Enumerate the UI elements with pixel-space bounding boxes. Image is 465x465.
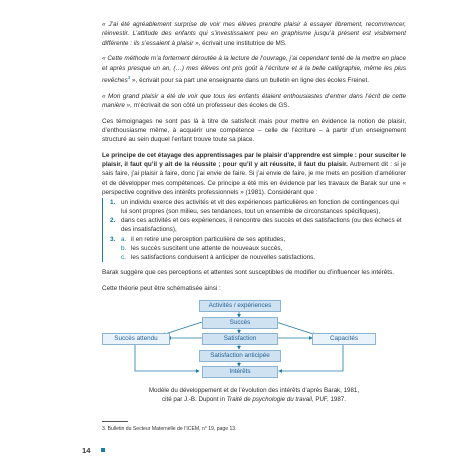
quote-attribution: écrivait une institutrice de MS. bbox=[200, 39, 287, 47]
caption-line-2 bbox=[102, 396, 406, 405]
box-anticipated-satisfaction: Satisfaction anticipée bbox=[199, 350, 281, 362]
quote-text: « J’ai été agréablement surprise de voir mes élèves prendre plaisir à essayer librement, recommencer, réinvestir. L’attitude des enfants qui s’investissaient peu en graphisme jusqu’à présent est visiblement différente : ils s’essaient à plaisir », bbox=[102, 21, 406, 47]
quote-text: « Mon grand plaisir a été de voir que tous les enfants étaient enthousiastes d’entrer dans l’écrit de cette manière », bbox=[102, 92, 406, 109]
box-success: Succès bbox=[202, 317, 278, 329]
page-body bbox=[102, 20, 406, 405]
quote-gs-teacher bbox=[102, 92, 406, 111]
sub-list-text: il en retire une perception particulière de ses aptitudes, bbox=[131, 235, 286, 243]
box-satisfaction: Satisfaction bbox=[202, 333, 278, 345]
arrow-capacities-to-interests bbox=[279, 343, 343, 371]
sub-list-text: les succès suscitent une attente de nouveaux succès, bbox=[131, 244, 283, 252]
quote-ms-teacher bbox=[102, 20, 406, 48]
sub-list-marker: a. bbox=[121, 235, 127, 243]
interest-model-diagram bbox=[102, 297, 406, 379]
list-item bbox=[110, 198, 406, 217]
arrow-expected-success-to-interests bbox=[135, 343, 199, 371]
footnote-divider bbox=[102, 421, 128, 422]
list-text: un individu exerce des activités et vit des expériences particulières en fonction de contingences qui lui sont propres (son milieu, ses tendances, tout un ensemble de circonstances spécifiques), bbox=[121, 198, 399, 215]
quote-attribution: », écrivait pour sa part une enseignante dans un bulletin en ligne des écoles Freinet. bbox=[130, 76, 370, 84]
figure-caption bbox=[102, 387, 406, 405]
sub-list-marker: b. bbox=[121, 244, 127, 252]
list-item bbox=[110, 235, 406, 263]
paragraph-schema-intro: Cette théorie peut être schématisée ainsi : bbox=[102, 285, 221, 293]
list-number: 2. bbox=[110, 217, 116, 225]
sub-list-item bbox=[121, 235, 406, 244]
sub-list-text: les satisfactions conduisent à anticiper de nouvelles satisfactions. bbox=[131, 254, 316, 262]
list-number: 3. bbox=[110, 235, 116, 243]
sub-list-marker: c. bbox=[121, 254, 126, 262]
paragraph-principle bbox=[102, 151, 406, 197]
list-text: dans ces activités et ces expériences, il rencontre des succès et des satisfactions (ou des échecs et des insatisfactions), bbox=[121, 217, 402, 234]
list-item bbox=[110, 216, 406, 235]
caption-book-title: Traité de psychologie du travail bbox=[226, 396, 312, 404]
quote-freinet-teacher bbox=[102, 54, 406, 85]
quote-attribution: m’écrivait de son côté un professeur des écoles de GS. bbox=[131, 101, 290, 109]
footnote-reference[interactable]: 3 bbox=[127, 74, 131, 80]
paragraph-testimonies: Ces témoignages ne sont pas là à titre de satisfecit mais pour mettre en évidence la notion de plaisir, d’enthousiasme même, à acquérir une compétence – celle de l’écriture – à partir d’un enseignement structuré au sein duquel l’enfant trouve toute sa place. bbox=[102, 117, 406, 144]
box-activities-experiences: Activités / expériences bbox=[199, 300, 281, 312]
list-number: 1. bbox=[110, 198, 116, 206]
considerations-list bbox=[102, 198, 406, 263]
footnote: 3. Bulletin du Secteur Maternelle de l’ICEM, n° 19, page 13. bbox=[102, 426, 237, 432]
caption-publisher: , PUF, 1987. bbox=[311, 396, 346, 404]
quote-text: « Cette méthode m’a fortement déroutée à la lecture de l’ouvrage, j’ai cependant tenté de la mettre en place et après presque un an, (…) mes élèves ont pris goût à l’écriture et à la belle calligraphie, même les plus revêches bbox=[102, 55, 406, 84]
box-interests: Intérêts bbox=[202, 366, 278, 378]
paragraph-barak-suggestion: Barak suggère que ces perceptions et attentes sont susceptibles de modifier ou d’influencer les intérêts. bbox=[102, 269, 394, 277]
arrow-success-to-capacities bbox=[276, 322, 316, 335]
sub-list-item bbox=[121, 253, 406, 262]
principle-explanation: Autrement dit : si je sais faire, j’ai plaisir à faire, donc j’ai envie de faire. Si j’ai envie de faire, je me mets en position d’améliorer et de développer mes compétences. Ce principe a été mis en évidence par les travaux de Barak sur une « perspective cognitive des intérêts professionnels » (1981). Considérant que : bbox=[102, 161, 406, 196]
page-number-marker bbox=[101, 448, 105, 452]
box-expected-success: Succès attendu bbox=[102, 333, 170, 345]
principle-statement: Le principe de cet étayage des apprentissages par le plaisir d’apprendre est simple : pour susciter le plaisir, il faut qu’il y ait de la réussite ; pour qu’il y ait réussite, il faut du plaisir. bbox=[102, 151, 406, 169]
caption-citation: cité par J.-B. Dupont in bbox=[162, 396, 227, 404]
box-capacities: Capacités bbox=[312, 333, 376, 345]
page-number: 14 bbox=[82, 446, 91, 455]
sub-list-item bbox=[121, 244, 406, 253]
caption-line-1: Modèle du développement et de l’évolution des intérêts d’après Barak, 1981, bbox=[148, 387, 360, 395]
